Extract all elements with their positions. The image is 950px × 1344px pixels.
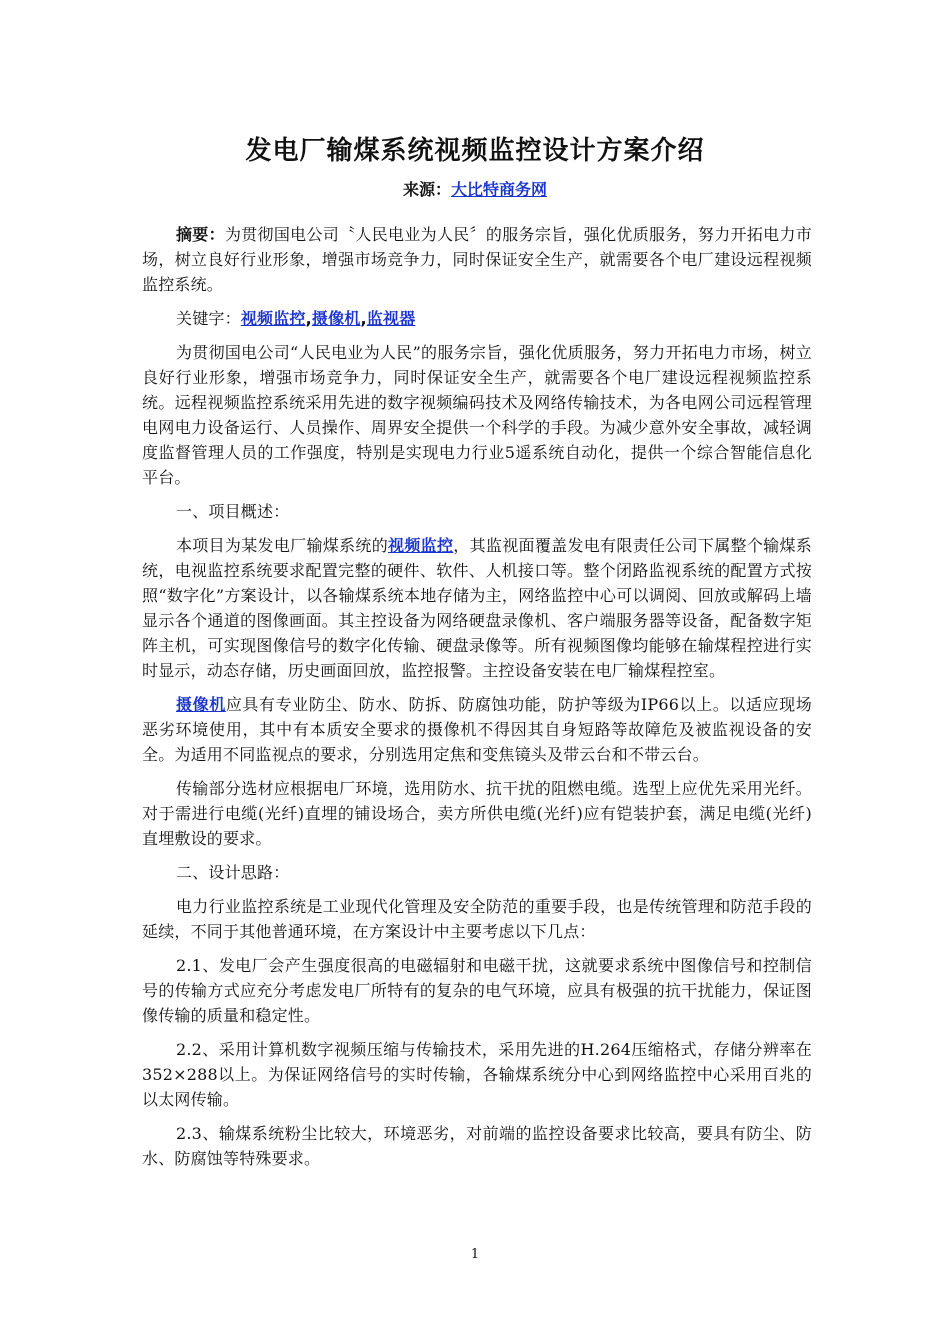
document-body — [142, 222, 812, 1180]
keyword-separator: , — [360, 309, 367, 328]
camera-text: 应具有专业防尘、防水、防拆、防腐蚀功能，防护等级为IP66以上。以适应现场恶劣环境使用，其中有本质安全要求的摄像机不得因其自身短路等故障危及被监视设备的安全。为适用不同监视点的要求，分别选用定焦和变焦镜头及带云台和不带云台。 — [142, 695, 812, 764]
keyword-separator: , — [305, 309, 312, 328]
document-title: 发电厂输煤系统视频监控设计方案介绍 — [245, 136, 705, 166]
keyword-link-camera[interactable]: 摄像机 — [311, 309, 361, 328]
keywords-label: 关键字： — [176, 309, 241, 328]
video-monitoring-link[interactable]: 视频监控 — [388, 536, 454, 555]
intro-paragraph: 为贯彻国电公司“人民电业为人民”的服务宗旨，强化优质服务，努力开拓电力市场，树立良好行业形象，增强市场竞争力，同时保证安全生产，就需要各个电厂建设远程视频监控系统。远程视频监控系统采用先进的数字视频编码技术及网络传输技术，为各电网公司远程管理电网电力设备运行、人员操作、周界安全提供一个科学的手段。为减少意外安全事故，减轻调度监督管理人员的工作强度，特别是实现电力行业5遥系统自动化，提供一个综合智能信息化平台。 — [142, 343, 812, 487]
design-point-2-1: 2.1、发电厂会产生强度很高的电磁辐射和电磁干扰，这就要求系统中图像信号和控制信号的传输方式应充分考虑发电厂所特有的复杂的电气环境，应具有极强的抗干扰能力，保证图像传输的质量和稳定性。 — [142, 956, 812, 1025]
source-line — [0, 177, 950, 200]
overview-paragraph — [142, 533, 812, 683]
design-point-2-2: 2.2、采用计算机数字视频压缩与传输技术，采用先进的H.264压缩格式，存储分辨率在352×288以上。为保证网络信号的实时传输，各输煤系统分中心到网络监控中心采用百兆的以太网传输。 — [142, 1040, 812, 1109]
design-point-2-3: 2.3、输煤系统粉尘比较大，环境恶劣，对前端的监控设备要求比较高，要具有防尘、防水、防腐蚀等特殊要求。 — [142, 1124, 812, 1168]
section-heading-design: 二、设计思路： — [176, 863, 290, 882]
abstract-paragraph — [142, 222, 812, 297]
design-intro-paragraph: 电力行业监控系统是工业现代化管理及安全防范的重要手段，也是传统管理和防范手段的延续，不同于其他普通环境，在方案设计中主要考虑以下几点： — [142, 897, 812, 941]
source-label: 来源： — [402, 180, 451, 199]
abstract-label: 摘要： — [176, 225, 225, 244]
section-heading-overview: 一、项目概述： — [176, 502, 290, 521]
source-link[interactable]: 大比特商务网 — [451, 180, 548, 199]
overview-text-start: 本项目为某发电厂输煤系统的 — [176, 536, 389, 555]
camera-link[interactable]: 摄像机 — [176, 695, 226, 714]
camera-paragraph — [142, 692, 812, 767]
keyword-link-video-monitoring[interactable]: 视频监控 — [240, 309, 306, 328]
transmission-paragraph: 传输部分选材应根据电厂环境，选用防水、抗干扰的阻燃电缆。选型上应优先采用光纤。对于需进行电缆(光纤)直埋的铺设场合，卖方所供电缆(光纤)应有铠装护套，满足电缆(光纤)直埋敷设的要求。 — [142, 779, 812, 848]
keywords-paragraph — [142, 306, 812, 331]
keyword-link-monitor[interactable]: 监视器 — [366, 309, 416, 328]
page-number: 1 — [470, 1247, 480, 1262]
overview-text-end: ，其监视面覆盖发电有限责任公司下属整个输煤系统，电视监控系统要求配置完整的硬件、软件、人机接口等。整个闭路监视系统的配置方式按照“数字化”方案设计，以各输煤系统本地存储为主，网络监控中心可以调阅、回放或解码上墙显示各个通道的图像画面。其主控设备为网络硬盘录像机、客户端服务器等设备，配备数字矩阵主机，可实现图像信号的数字化传输、硬盘录像等。所有视频图像均能够在输煤程控进行实时显示，动态存储，历史画面回放，监控报警。主控设备安装在电厂输煤程控室。 — [142, 536, 812, 680]
abstract-text: 为贯彻国电公司〝人民电业为人民〞的服务宗旨，强化优质服务，努力开拓电力市场，树立良好行业形象，增强市场竞争力，同时保证安全生产，就需要各个电厂建设远程视频监控系统。 — [142, 225, 812, 294]
